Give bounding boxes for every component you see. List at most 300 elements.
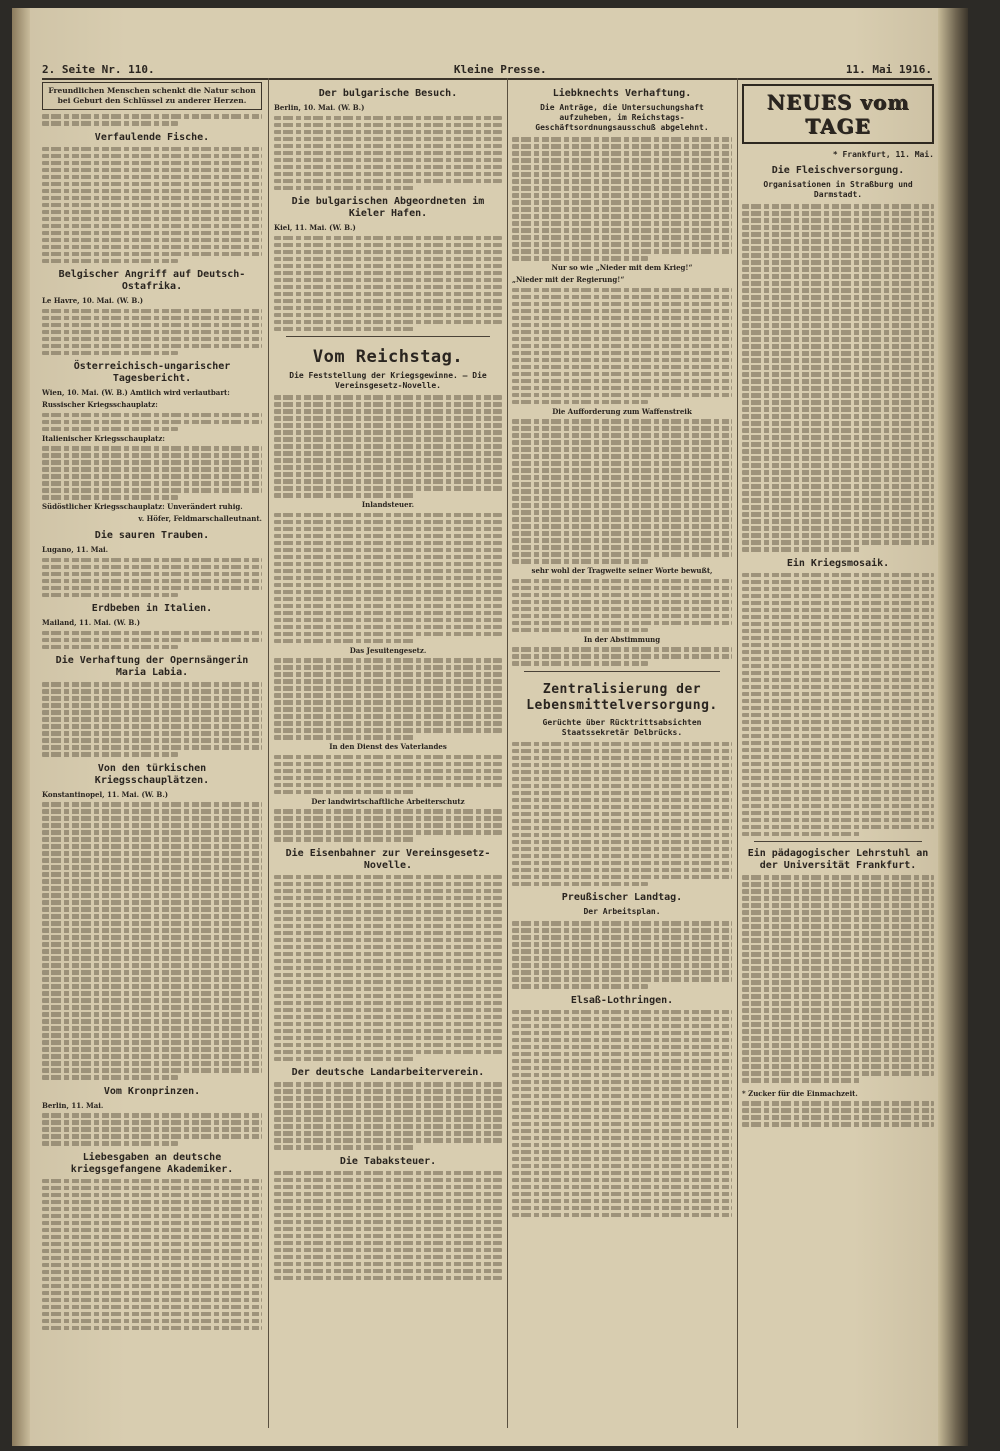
text-line <box>742 1015 934 1020</box>
text-line <box>742 302 934 307</box>
text-line <box>742 1101 934 1106</box>
text-line <box>42 210 262 215</box>
text-line <box>512 1192 732 1197</box>
text-line <box>274 437 502 442</box>
text-line <box>512 386 732 391</box>
text-line <box>274 1255 502 1260</box>
text-line <box>742 587 934 592</box>
text-line <box>274 299 502 304</box>
text-line <box>42 865 262 870</box>
text-line <box>274 714 502 719</box>
section-label: Die Aufforderung zum Waffenstreik <box>552 406 692 416</box>
text-line <box>512 819 732 824</box>
text-line <box>512 503 732 508</box>
text-line <box>42 217 262 222</box>
text-line <box>274 639 415 644</box>
text-line <box>42 351 178 356</box>
text-line <box>42 802 262 807</box>
text-line <box>42 238 262 243</box>
text-line <box>42 1134 262 1139</box>
article-title: Die sauren Trauben. <box>94 530 210 541</box>
text-line <box>274 562 502 567</box>
text-line <box>274 548 502 553</box>
text-line <box>742 755 934 760</box>
text-line <box>512 482 732 487</box>
text-line <box>512 1143 732 1148</box>
article-subtitle: Der Arbeitsplan. <box>583 907 661 916</box>
text-line <box>512 882 648 887</box>
text-line <box>274 1103 502 1108</box>
text-line <box>742 952 934 957</box>
text-line <box>274 1110 502 1115</box>
text-line <box>42 991 262 996</box>
text-line <box>42 963 262 968</box>
text-line <box>512 805 732 810</box>
text-line <box>274 320 502 325</box>
text-line <box>512 784 732 789</box>
text-line <box>274 776 502 781</box>
text-line <box>512 1108 732 1113</box>
text-line <box>274 924 502 929</box>
text-line <box>742 727 934 732</box>
text-line <box>274 313 502 318</box>
text-line <box>512 963 732 968</box>
text-line <box>512 935 732 940</box>
text-line <box>42 879 262 884</box>
text-line <box>742 1022 934 1027</box>
text-line <box>274 451 502 456</box>
text-line <box>512 330 732 335</box>
text-line <box>42 949 262 954</box>
text-line <box>512 531 732 536</box>
text-line <box>742 260 934 265</box>
text-line <box>742 973 934 978</box>
column-dateline: * Frankfurt, 11. Mai. <box>832 150 934 159</box>
text-line <box>512 749 732 754</box>
text-line <box>742 498 934 503</box>
text-line <box>512 777 732 782</box>
text-line <box>42 203 262 208</box>
text-line <box>274 994 502 999</box>
column-2 <box>274 82 502 1427</box>
text-line <box>742 1064 934 1069</box>
text-line <box>742 239 934 244</box>
text-line <box>274 1008 502 1013</box>
section-label: In den Dienst des Vaterlandes <box>329 742 447 751</box>
text-line <box>42 956 262 961</box>
text-line <box>274 1220 502 1225</box>
text-line <box>742 685 934 690</box>
text-line <box>512 1213 732 1218</box>
text-line <box>42 558 262 563</box>
text-line <box>742 1008 934 1013</box>
text-line <box>742 741 934 746</box>
text-line <box>42 1127 262 1132</box>
text-line <box>742 622 934 627</box>
text-line <box>42 586 262 591</box>
text-line <box>512 763 732 768</box>
text-line <box>512 179 732 184</box>
text-line <box>742 365 934 370</box>
text-line <box>42 900 262 905</box>
text-line <box>42 1033 262 1038</box>
text-line <box>42 823 262 828</box>
text-line <box>274 980 502 985</box>
text-line <box>42 703 262 708</box>
article-subheading: Italienischer Kriegsschauplatz: <box>42 433 165 443</box>
article-subtitle: Die Feststellung der Kriegsgewinne. — Die Vereinsgesetz-Novelle. <box>289 371 487 390</box>
text-line <box>274 707 502 712</box>
text-line <box>512 426 732 431</box>
text-line <box>742 533 934 538</box>
text-line <box>42 844 262 849</box>
text-line <box>512 193 732 198</box>
text-line <box>42 717 262 722</box>
text-line <box>512 256 648 261</box>
text-line <box>742 1043 934 1048</box>
text-line <box>274 679 502 684</box>
text-line <box>512 419 732 424</box>
text-line <box>42 893 262 898</box>
text-line <box>42 323 262 328</box>
header-date: 11. Mai 1916. <box>845 63 932 76</box>
text-line <box>42 1249 262 1254</box>
text-line <box>742 393 934 398</box>
text-line <box>42 1305 262 1310</box>
text-line <box>512 440 732 445</box>
text-line <box>512 949 732 954</box>
text-line <box>42 316 262 321</box>
text-line <box>742 295 934 300</box>
article-title: Vom Kronprinzen. <box>103 1085 201 1097</box>
text-line <box>742 882 934 887</box>
text-line <box>742 713 934 718</box>
text-line <box>274 590 502 595</box>
text-line <box>512 454 732 459</box>
text-line <box>274 910 502 915</box>
text-line <box>742 358 934 363</box>
text-line <box>42 977 262 982</box>
text-line <box>274 472 502 477</box>
text-line <box>512 302 732 307</box>
text-line <box>274 1192 502 1197</box>
text-line <box>742 818 934 823</box>
text-line <box>274 278 502 283</box>
text-line <box>512 1045 732 1050</box>
text-line <box>742 615 934 620</box>
text-line <box>512 323 732 328</box>
text-line <box>742 720 934 725</box>
text-line <box>512 214 732 219</box>
text-line <box>512 351 732 356</box>
text-line <box>42 121 178 126</box>
text-line <box>512 1129 732 1134</box>
text-line <box>512 1080 732 1085</box>
text-line <box>742 477 934 482</box>
text-line <box>512 1101 732 1106</box>
text-line <box>274 1089 502 1094</box>
text-line <box>742 1071 934 1076</box>
text-line <box>274 513 502 518</box>
text-line <box>512 144 732 149</box>
text-line <box>512 942 732 947</box>
text-line <box>42 474 262 479</box>
text-line <box>512 309 732 314</box>
text-line <box>742 1108 934 1113</box>
text-line <box>42 830 262 835</box>
text-line <box>42 970 262 975</box>
text-line <box>512 295 732 300</box>
text-line <box>42 460 262 465</box>
text-line <box>512 379 732 384</box>
text-line <box>742 449 934 454</box>
text-line <box>274 917 502 922</box>
text-line <box>512 791 732 796</box>
text-line <box>742 734 934 739</box>
section-label: Der landwirtschaftliche Arbeiterschutz <box>311 796 465 806</box>
text-line <box>274 686 502 691</box>
section-label: Inlandsteuer. <box>361 500 415 509</box>
text-line <box>512 1073 732 1078</box>
text-line <box>274 1145 415 1150</box>
article-title: Liebknechts Verhaftung. <box>552 88 692 99</box>
text-line <box>274 665 502 670</box>
text-line <box>742 274 934 279</box>
page-spine <box>12 8 30 1446</box>
text-line <box>274 959 502 964</box>
text-line <box>742 1057 934 1062</box>
text-line <box>42 1047 262 1052</box>
text-line <box>274 1131 502 1136</box>
text-line <box>42 161 262 166</box>
text-line <box>742 484 934 489</box>
text-line <box>42 579 262 584</box>
text-line <box>274 1241 502 1246</box>
text-line <box>512 468 732 473</box>
quote-box: Freundlichen Menschen schenkt die Natur schon bei Geburt den Schlüssel zu anderer Herzen. <box>42 82 262 110</box>
text-line <box>274 327 415 332</box>
text-line <box>742 608 934 613</box>
text-line <box>512 316 732 321</box>
text-line <box>42 1228 262 1233</box>
text-line <box>42 413 262 418</box>
text-line <box>42 147 262 152</box>
text-line <box>42 572 262 577</box>
text-line <box>742 875 934 880</box>
text-line <box>274 735 415 740</box>
text-line <box>742 994 934 999</box>
text-line <box>42 488 262 493</box>
article-title: Vom Reichstag. <box>312 347 464 367</box>
column-4 <box>742 82 934 1427</box>
text-line <box>274 1206 502 1211</box>
text-line <box>274 658 502 663</box>
text-line <box>512 868 732 873</box>
text-line <box>512 165 732 170</box>
text-line <box>512 1206 732 1211</box>
text-line <box>512 393 732 398</box>
text-line <box>512 798 732 803</box>
text-line <box>512 833 732 838</box>
text-line <box>512 151 732 156</box>
article-dateline: Konstantinopel, 11. Mai. (W. B.) <box>42 789 169 799</box>
text-line <box>742 917 934 922</box>
text-line <box>512 1122 732 1127</box>
section-label: In der Abstimmung <box>583 634 661 644</box>
text-line <box>742 344 934 349</box>
text-line <box>42 858 262 863</box>
text-line <box>42 914 262 919</box>
article-title: Die Eisenbahner zur Vereinsgesetz-Novelle. <box>285 847 491 871</box>
text-line <box>742 945 934 950</box>
page-header <box>42 60 932 80</box>
text-line <box>512 756 732 761</box>
text-line <box>512 600 732 605</box>
text-line <box>512 970 732 975</box>
text-line <box>42 245 262 250</box>
text-line <box>742 505 934 510</box>
text-line <box>42 745 262 750</box>
text-line <box>42 942 262 947</box>
text-line <box>742 442 934 447</box>
text-line <box>42 1270 262 1275</box>
text-line <box>742 692 934 697</box>
text-line <box>274 402 502 407</box>
text-line <box>512 1136 732 1141</box>
text-line <box>42 1075 178 1080</box>
text-line <box>42 1005 262 1010</box>
article-title: Verfaulende Fische. <box>94 131 210 143</box>
text-line <box>274 409 502 414</box>
text-line <box>274 158 502 163</box>
text-line <box>42 851 262 856</box>
text-line <box>512 854 732 859</box>
text-line <box>42 453 262 458</box>
text-line <box>42 738 262 743</box>
text-line <box>42 1113 262 1118</box>
divider <box>754 841 922 842</box>
text-line <box>42 231 262 236</box>
text-line <box>274 243 502 248</box>
divider <box>524 671 720 672</box>
text-line <box>42 1120 262 1125</box>
text-line <box>274 1117 502 1122</box>
text-line <box>274 931 502 936</box>
text-line <box>742 629 934 634</box>
text-line <box>42 593 178 598</box>
article-signature: v. Höfer, Feldmarschalleutnant. <box>138 514 262 523</box>
text-line <box>274 1227 502 1232</box>
text-line <box>742 966 934 971</box>
text-line <box>274 1029 502 1034</box>
text-line <box>742 456 934 461</box>
text-line <box>274 1022 502 1027</box>
text-line <box>274 1269 502 1274</box>
article-title: Elsaß-Lothringen. <box>570 994 674 1006</box>
text-line <box>274 430 502 435</box>
text-line <box>512 510 732 515</box>
text-line <box>512 249 732 254</box>
text-line <box>274 632 502 637</box>
text-line <box>512 654 732 659</box>
text-line <box>512 496 732 501</box>
text-line <box>42 710 262 715</box>
text-line <box>742 400 934 405</box>
text-line <box>42 1263 262 1268</box>
header-page-number: 2. Seite Nr. 110. <box>42 63 155 76</box>
text-line <box>512 1185 732 1190</box>
text-line <box>274 576 502 581</box>
text-line <box>42 998 262 1003</box>
column-1 <box>42 82 262 1427</box>
text-line <box>42 638 262 643</box>
text-line <box>274 583 502 588</box>
text-line <box>742 204 934 209</box>
text-line <box>742 987 934 992</box>
text-line <box>274 672 502 677</box>
text-line <box>512 337 732 342</box>
text-line <box>42 682 262 687</box>
text-line <box>742 931 934 936</box>
text-line <box>274 830 502 835</box>
text-line <box>42 907 262 912</box>
text-line <box>742 526 934 531</box>
text-line <box>42 631 262 636</box>
masthead-box <box>742 84 934 144</box>
text-line <box>742 386 934 391</box>
text-line <box>42 1141 178 1146</box>
text-line <box>274 823 502 828</box>
text-line <box>512 1017 732 1022</box>
text-line <box>274 783 502 788</box>
text-line <box>274 816 502 821</box>
text-line <box>42 1326 262 1331</box>
text-line <box>274 144 502 149</box>
text-line <box>512 1066 732 1071</box>
article-title: Ein pädagogischer Lehrstuhl an der Universität Frankfurt. <box>747 848 929 871</box>
text-line <box>274 534 502 539</box>
text-line <box>512 984 648 989</box>
text-line <box>42 921 262 926</box>
text-line <box>42 1242 262 1247</box>
text-line <box>742 316 934 321</box>
article-title: Belgischer Angriff auf Deutsch-Ostafrika. <box>58 269 246 292</box>
text-line <box>42 330 262 335</box>
text-line <box>742 218 934 223</box>
text-line <box>512 158 732 163</box>
text-line <box>274 151 502 156</box>
text-line <box>42 696 262 701</box>
text-line <box>42 928 262 933</box>
text-line <box>274 479 502 484</box>
text-line <box>512 172 732 177</box>
text-line <box>274 416 502 421</box>
masthead-title: NEUES vom TAGE <box>766 90 910 138</box>
text-line <box>42 1026 262 1031</box>
text-line <box>512 461 732 466</box>
text-line <box>42 309 262 314</box>
text-line <box>742 804 934 809</box>
text-line <box>274 973 502 978</box>
text-line <box>512 1157 732 1162</box>
article-title: Liebesgaben an deutsche kriegsgefangene Akademiker. <box>70 1151 234 1175</box>
text-line <box>274 721 502 726</box>
text-line <box>742 832 861 837</box>
article-dateline: Le Havre, 10. Mai. (W. B.) <box>42 296 144 305</box>
text-line <box>742 1001 934 1006</box>
text-line <box>512 1150 732 1155</box>
text-line <box>512 538 732 543</box>
